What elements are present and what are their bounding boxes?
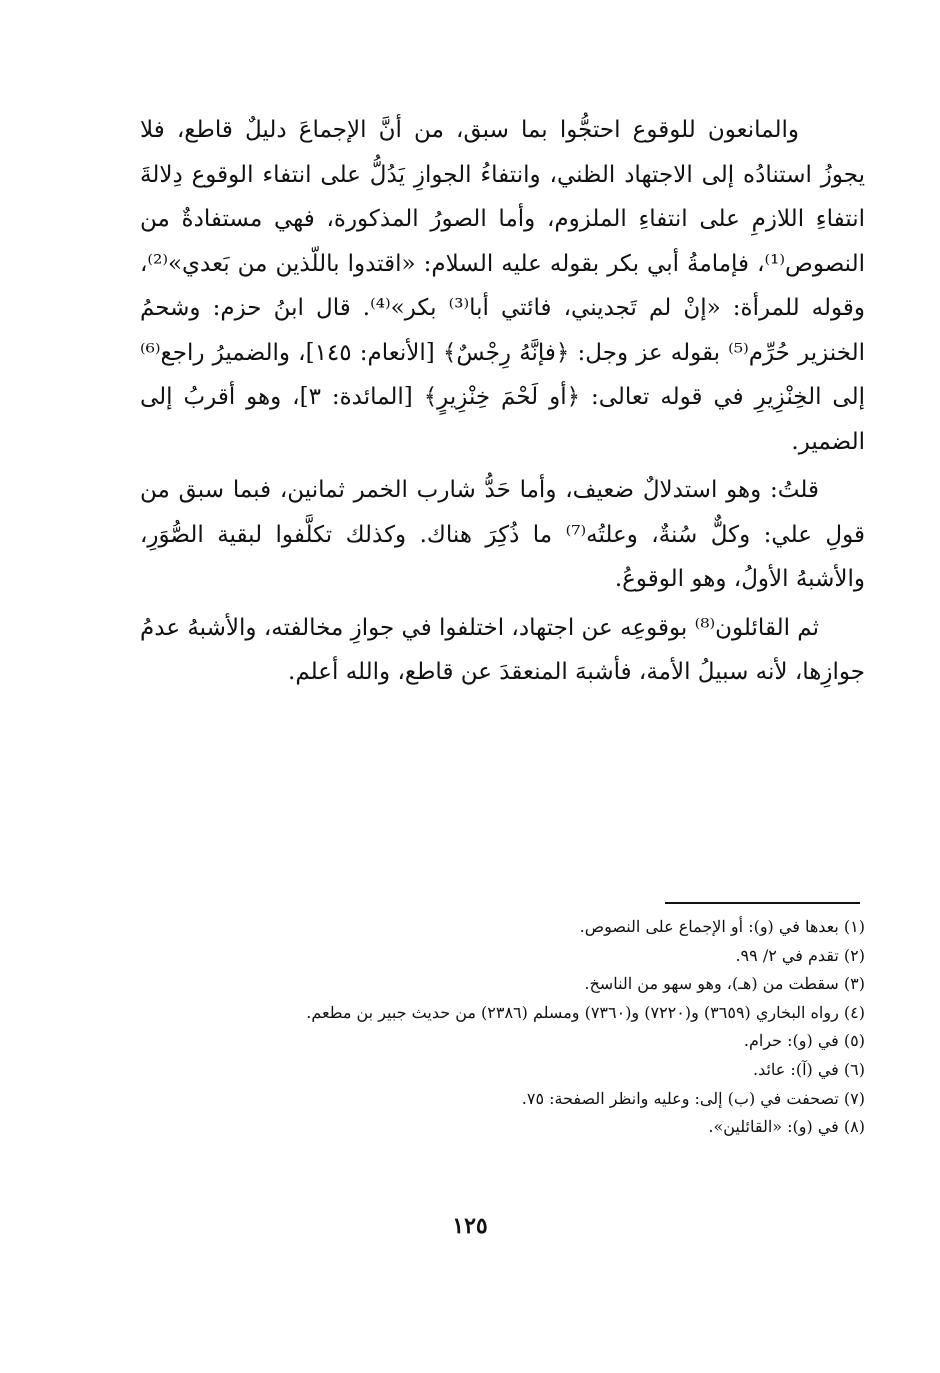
footnote-2: (٢) تقدم في ٢/ ٩٩. <box>735 945 865 965</box>
paragraph-1: والمانعون للوقوع احتجُّوا بما سبق، من أنَّ الإجماعَ دليلٌ قاطع، فلا يجوزُ استنادُه إلى الاجتهاد الظني، وانتفاءُ الجوازِ يَدُلُّ على انتفاء الوقوع دِلالةَ انتفاءِ اللازمِ على انتفاءِ الملزوم، وأما الصورُ المذكورة، فهي مستفادةٌ من النصوص⁽¹⁾، فإمامةُ أبي بكر بقوله عليه السلام: «اقتدوا باللّذين من بَعدي»⁽²⁾، وقوله للمرأة: «إنْ لم تَجديني، فائتي أبا⁽³⁾ بكر»⁽⁴⁾. قال ابنُ حزم: وشحمُ الخنزير حُرِّم⁽⁵⁾ بقوله عز وجل: ﴿فإنَّهُ رِجْسٌ﴾ [الأنعام: ١٤٥]، والضميرُ راجع⁽⁶⁾ إلى الخِنْزِيرِ في قوله تعالى: ﴿أو لَحْمَ خِنْزِيرٍ﴾ [المائدة: ٣]، وهو أقربُ إلى الضمير. <box>140 117 866 455</box>
paragraph-2: قلتُ: وهو استدلالٌ ضعيف، وأما حَدُّ شارب الخمر ثمانين، فبما سبق من قولِ علي: وكلٌّ سُنةٌ، وعلتُه⁽⁷⁾ ما ذُكِرَ هناك. وكذلك تكلَّفوا لبقية الصُّوَرِ، والأشبهُ الأولُ، وهو الوقوعُ. <box>140 477 865 592</box>
footnote-7: (٧) تصحفت في (ب) إلى: وعليه وانظر الصفحة: ٧٥. <box>521 1088 865 1108</box>
footnote-6: (٦) في (آ): عائد. <box>752 1059 865 1079</box>
footnote-separator <box>665 902 860 904</box>
paragraph-3: ثم القائلون⁽⁸⁾ بوقوعِه عن اجتهاد، اختلفوا في جوازِ مخالفته، والأشبهُ عدمُ جوازِها، لأنه سبيلُ الأمة، فأشبهَ المنعقدَ عن قاطع، والله أعلم. <box>140 614 865 685</box>
footnotes <box>140 913 865 1142</box>
footnote-8: (٨) في (و): «القائلين». <box>708 1117 865 1137</box>
footnote-1: (١) بعدها في (و): أو الإجماع على النصوص. <box>579 917 865 936</box>
footnote-4: (٤) رواه البخاري (٣٦٥٩) و(٧٢٢٠) و(٧٣٦٠) ومسلم (٢٣٨٦) من حديث جبير بن مطعم. <box>306 1002 865 1022</box>
main-text <box>140 108 865 699</box>
footnote-5: (٥) في (و): حرام. <box>743 1031 865 1051</box>
page-number: ١٢٥ <box>452 1213 488 1239</box>
footnote-3: (٣) سقطت من (هـ)، وهو سهو من الناسخ. <box>584 974 865 994</box>
